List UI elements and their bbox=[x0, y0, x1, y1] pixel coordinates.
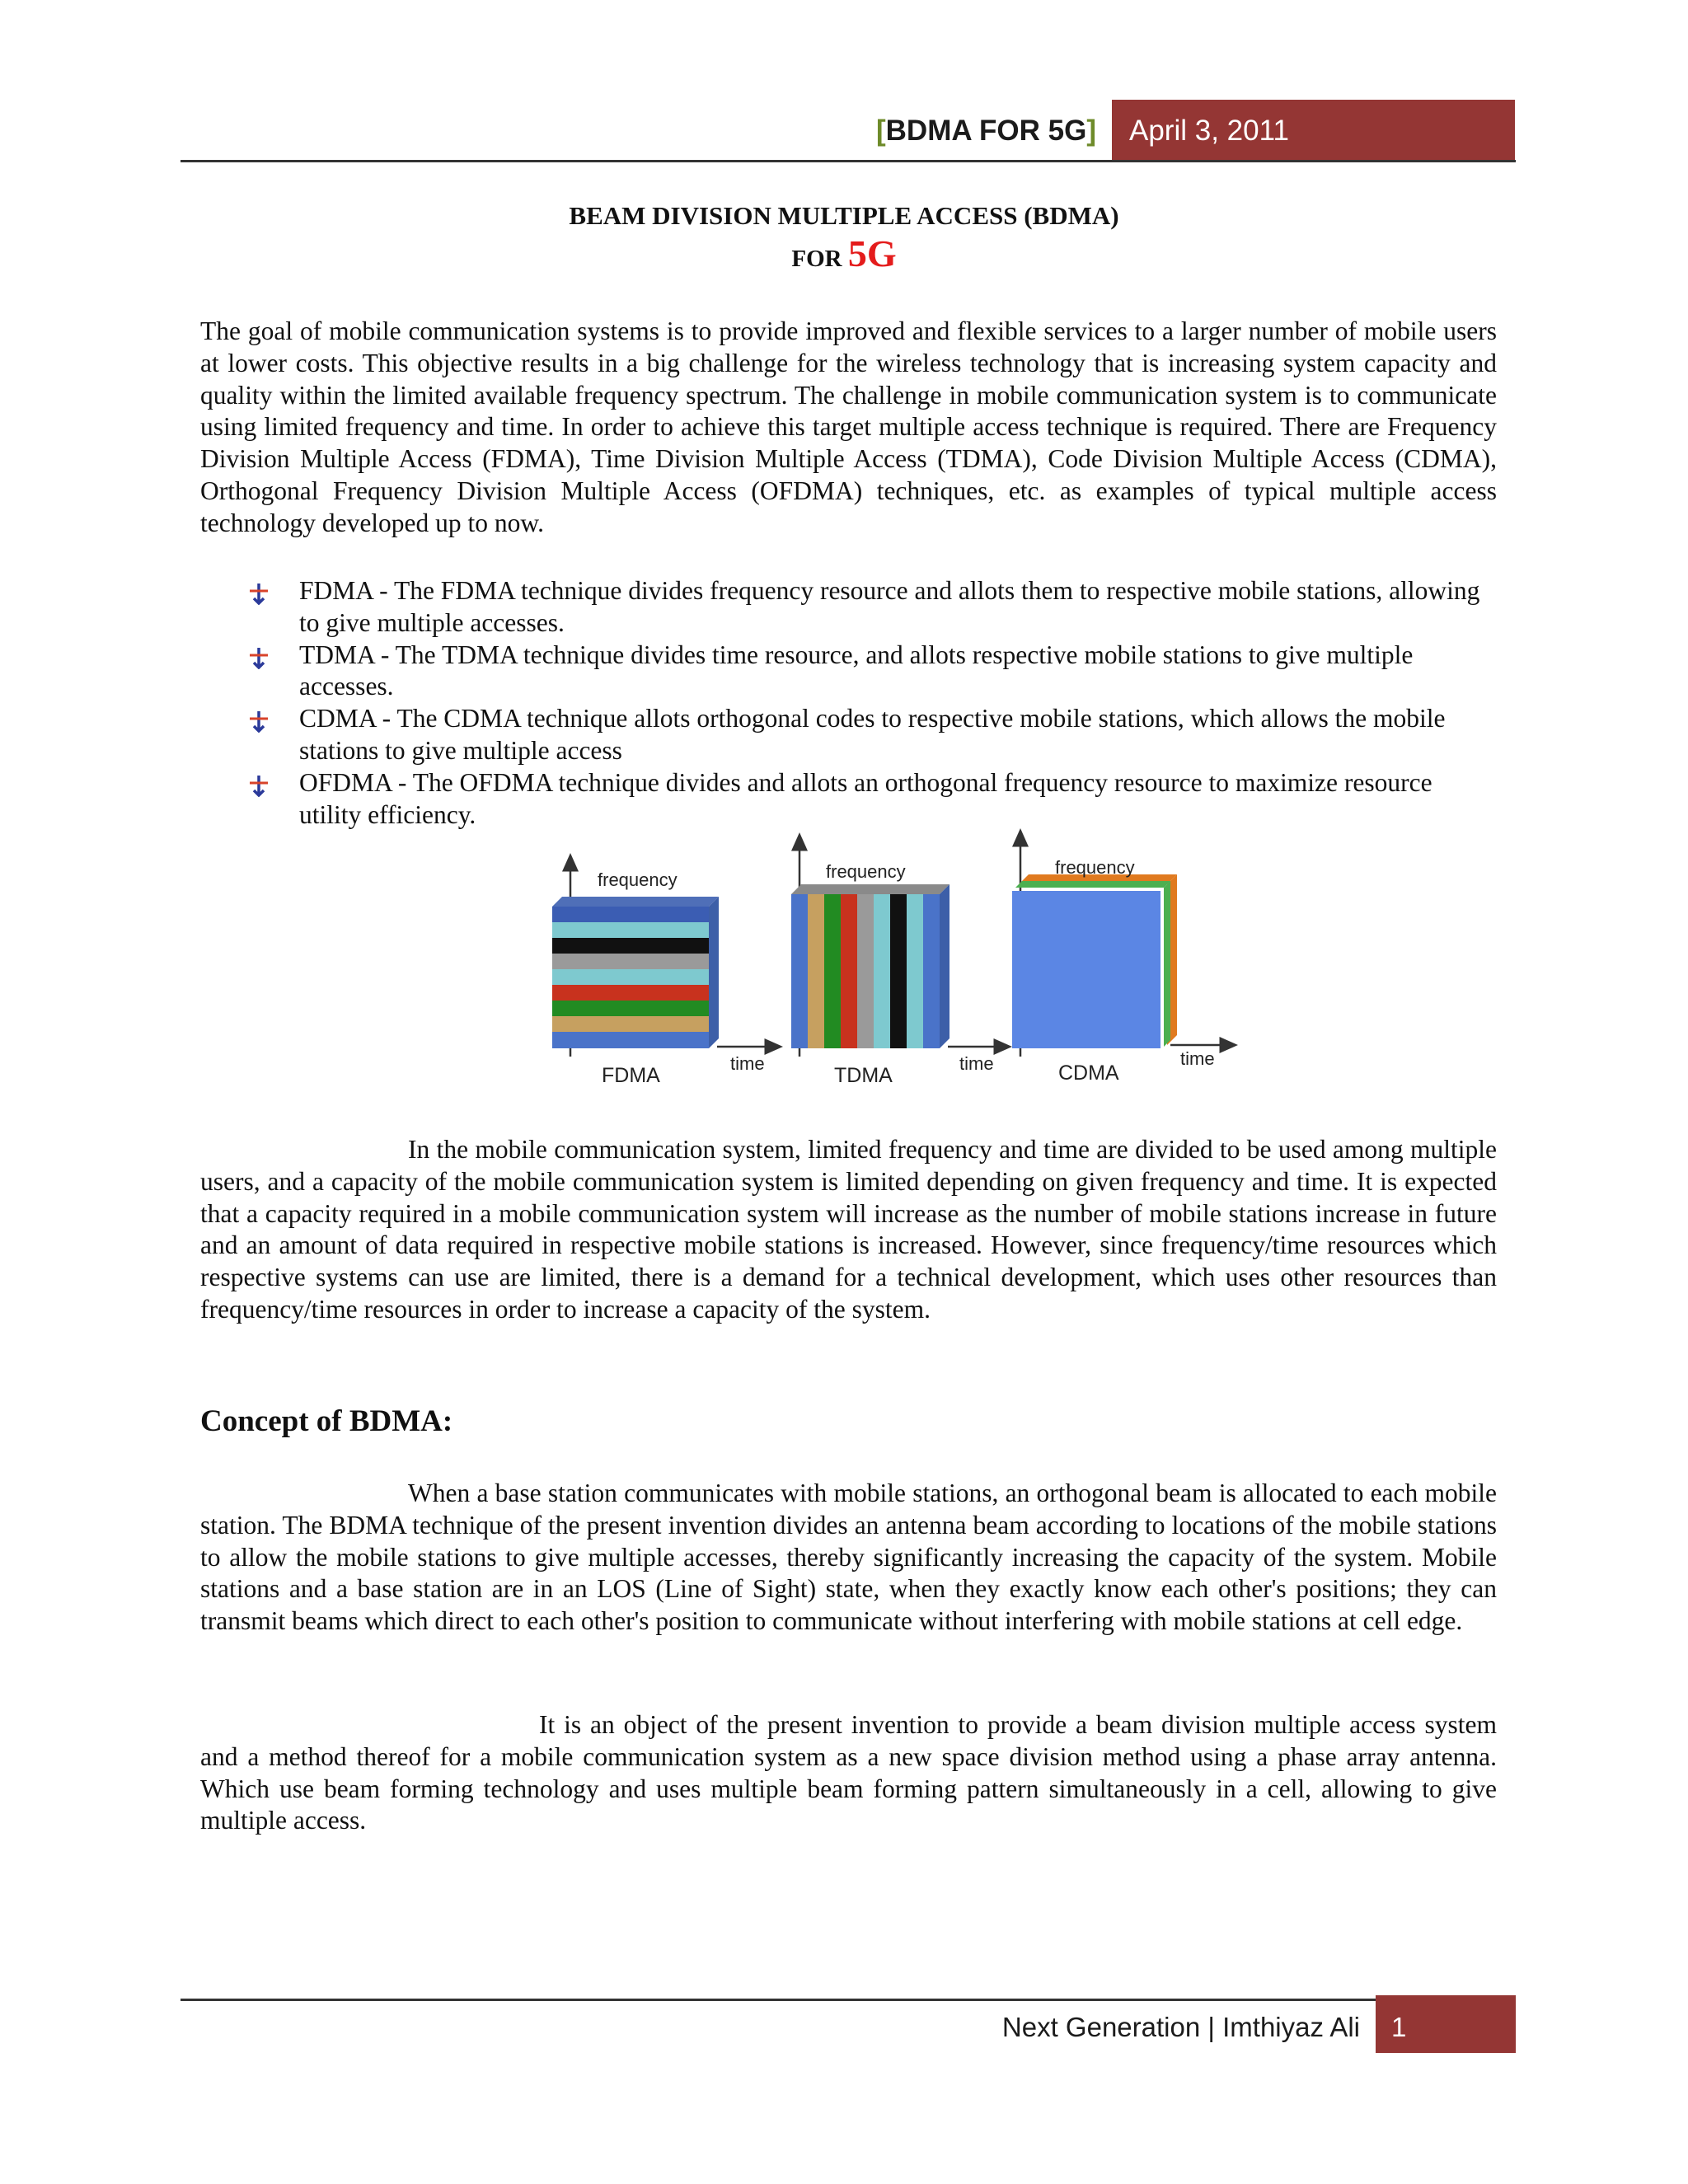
fdma-band bbox=[552, 922, 709, 938]
tdma-slot bbox=[791, 894, 808, 1048]
list-item-text: CDMA - The CDMA technique allots orthogonal codes to respective mobile stations, which allows the mobile stations to give multiple access bbox=[299, 704, 1446, 765]
tdma-slot bbox=[841, 894, 857, 1048]
technique-list bbox=[247, 575, 1500, 831]
tdma-slot bbox=[890, 894, 907, 1048]
tdma-slot bbox=[907, 894, 923, 1048]
tdma-diagram bbox=[791, 841, 1004, 1087]
cdma-side-green bbox=[1164, 881, 1170, 1047]
fdma-band bbox=[552, 938, 709, 954]
concept-paragraph: When a base station communicates with mobile stations, an orthogonal beam is allocated to each mobile station. The BDMA technique of the present invention divides an antenna beam according to locations of the mobile stations to allow the mobile stations to give multiple accesses, thereby significantly increasing the capacity of the system. Mobile stations and a base station are in an LOS (Line of Sight) state, when they exactly know each other's positions; they can transmit beams which direct to each other's position to communicate without interfering with mobile stations at cell edge. bbox=[200, 1479, 1497, 1636]
header-title bbox=[824, 110, 1096, 152]
tdma-caption: TDMA bbox=[834, 1064, 893, 1087]
cdma-front-face bbox=[1012, 891, 1160, 1048]
down-arrow-bullet-icon bbox=[247, 774, 270, 797]
capacity-paragraph: In the mobile communication system, limited frequency and time are divided to be used among multiple users, and a capacity of the mobile communication system is limited depending on given frequency and time. It is expected that a capacity required in a mobile communication system will increase as the number of mobile stations increase in future and an amount of data required in respective mobile stations is increased. However, since frequency/time resources which respective systems can use are limited, there is a demand for a technical development, which uses other resources than frequency/time resources in order to increase a capacity of the system. bbox=[200, 1135, 1497, 1324]
tdma-slot bbox=[874, 894, 890, 1048]
subtitle-highlight: 5G bbox=[847, 232, 897, 274]
footer-text: Next Generation | Imthiyaz Ali bbox=[1001, 2012, 1360, 2042]
fdma-band bbox=[552, 1001, 709, 1016]
down-arrow-bullet-icon bbox=[247, 710, 270, 733]
cdma-caption: CDMA bbox=[1058, 1062, 1119, 1085]
fdma-side-face bbox=[709, 897, 719, 1048]
cdma-time-label: time bbox=[1180, 1048, 1215, 1069]
list-item-text: FDMA - The FDMA technique divides frequency resource and allots them to respective mobile stations, allowing to give multiple accesses. bbox=[299, 576, 1480, 637]
fdma-top-face bbox=[552, 897, 719, 907]
tdma-slot bbox=[824, 894, 841, 1048]
tdma-slot bbox=[923, 894, 940, 1048]
document-subtitle bbox=[0, 229, 1688, 284]
tdma-slot bbox=[808, 894, 824, 1048]
list-item-ofdma bbox=[247, 767, 1500, 832]
cdma-diagram bbox=[1012, 837, 1230, 1085]
fdma-band bbox=[552, 1016, 709, 1032]
header-title-text: BDMA FOR 5G bbox=[885, 115, 1087, 147]
document-title: BEAM DIVISION MULTIPLE ACCESS (BDMA) bbox=[569, 201, 1119, 230]
fdma-band bbox=[552, 969, 709, 985]
tdma-frequency-label: frequency bbox=[826, 861, 906, 882]
cdma-layer-green bbox=[1015, 881, 1170, 888]
fdma-band bbox=[552, 985, 709, 1001]
list-item-text: TDMA - The TDMA technique divides time resource, and allots respective mobile stations to give multiple accesses. bbox=[299, 640, 1414, 701]
section-heading: Concept of BDMA: bbox=[200, 1404, 453, 1438]
multiple-access-figure bbox=[536, 824, 1245, 1104]
fdma-diagram bbox=[552, 861, 775, 1087]
list-item-text: OFDMA - The OFDMA technique divides and allots an orthogonal frequency resource to maximize resource utility efficiency. bbox=[299, 767, 1432, 829]
header-bracket-open: [ bbox=[875, 115, 886, 147]
tdma-side-face bbox=[940, 884, 950, 1048]
list-item-fdma bbox=[247, 575, 1500, 640]
page-number: 1 bbox=[1391, 2012, 1407, 2042]
footer-rule bbox=[181, 1999, 1516, 2001]
intro-paragraph: The goal of mobile communication systems is to provide improved and flexible services to a larger number of mobile users at lower costs. This objective results in a big challenge for the wireless technology that is increasing system capacity and quality within the limited available frequency spectrum. The challenge in mobile communication system is to communicate using limited frequency and time. In order to achieve this target multiple access technique is required. There are Frequency Division Multiple Access (FDMA), Time Division Multiple Access (TDMA), Code Division Multiple Access (CDMA), Orthogonal Frequency Division Multiple Access (OFDMA) techniques, etc. as examples of typical multiple access technology developed up to now. bbox=[200, 316, 1497, 537]
tdma-slot bbox=[857, 894, 874, 1048]
fdma-band bbox=[552, 907, 709, 922]
fdma-caption: FDMA bbox=[602, 1064, 660, 1087]
fdma-band bbox=[552, 954, 709, 969]
tdma-time-label: time bbox=[959, 1053, 994, 1074]
down-arrow-bullet-icon bbox=[247, 646, 270, 669]
subtitle-prefix: FOR bbox=[791, 246, 842, 272]
list-item-cdma bbox=[247, 703, 1500, 767]
header-rule bbox=[181, 160, 1516, 162]
down-arrow-bullet-icon bbox=[247, 582, 270, 605]
header-bracket-close: ] bbox=[1086, 115, 1096, 147]
tdma-top-face bbox=[791, 884, 950, 894]
list-item-tdma bbox=[247, 640, 1500, 704]
fdma-time-label: time bbox=[730, 1053, 765, 1074]
cdma-frequency-label: frequency bbox=[1055, 857, 1135, 878]
fdma-band bbox=[552, 1032, 709, 1048]
object-paragraph: It is an object of the present invention to provide a beam division multiple access system and a method thereof for a mobile communication system as a new space division method using a phase array antenna. Which use beam forming technology and uses multiple beam forming pattern simultaneously in a cell, allowing to give multiple access. bbox=[200, 1710, 1497, 1835]
header-date: April 3, 2011 bbox=[1129, 115, 1289, 147]
fdma-frequency-label: frequency bbox=[598, 869, 678, 890]
